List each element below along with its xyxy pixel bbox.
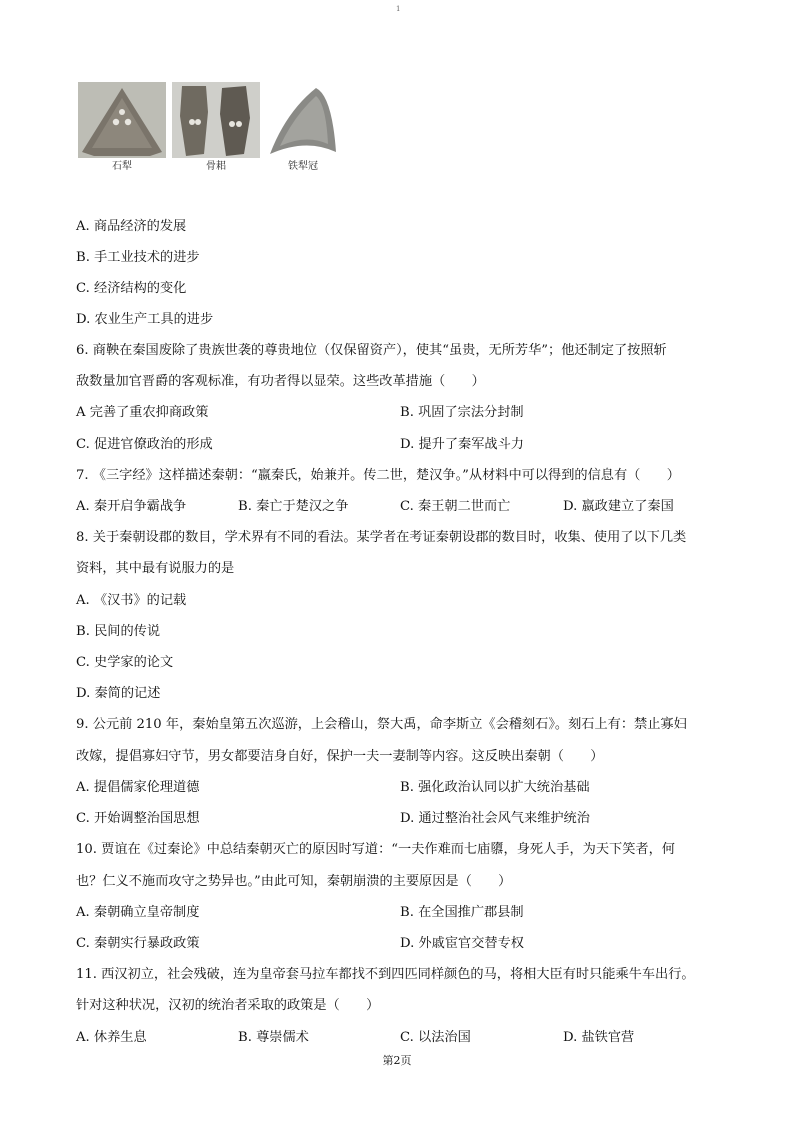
q9-option-b: B. 强化政治认同以扩大统治基础 bbox=[400, 780, 590, 795]
iron-ploughshare-caption: 铁犁冠 bbox=[288, 161, 318, 172]
q8-stem-line-2: 资料，其中最有说服力的是 bbox=[76, 561, 235, 576]
q7-stem: 7. 《三字经》这样描述秦朝：“嬴秦氏，始兼并。传二世，楚汉争。”从材料中可以得到的信息有（ ） bbox=[76, 468, 680, 483]
q10-stem-line-1: 10. 贾谊在《过秦论》中总结秦朝灭亡的原因时写道：“一夫作难而七庙隳，身死人手，为天下笑者，何 bbox=[76, 842, 675, 857]
q10-option-d: D. 外戚宦官交替专权 bbox=[400, 936, 524, 951]
stone-plough-image bbox=[78, 82, 166, 158]
q6-option-d: D. 提升了秦军战斗力 bbox=[400, 437, 524, 452]
q5-option-d: D. 农业生产工具的进步 bbox=[76, 312, 214, 327]
q7-option-c: C. 秦王朝二世而亡 bbox=[400, 499, 511, 514]
q7-option-b: B. 秦亡于楚汉之争 bbox=[238, 499, 349, 514]
q9-stem-line-2: 改嫁，提倡寡妇守节，男女都要洁身自好，保护一夫一妻制等内容。这反映出秦朝（ ） bbox=[76, 749, 604, 764]
q8-option-c: C. 史学家的论文 bbox=[76, 655, 174, 670]
bone-spade-figure bbox=[172, 82, 260, 172]
q10-stem-line-2: 也？仁义不施而攻守之势异也。”由此可知，秦朝崩溃的主要原因是（ ） bbox=[76, 874, 512, 889]
artifact-figures bbox=[78, 82, 340, 178]
q6-option-c: C. 促进官僚政治的形成 bbox=[76, 437, 213, 452]
q9-stem-line-1: 9. 公元前 210 年，秦始皇第五次巡游，上会稽山，祭大禹，命李斯立《会稽刻石》。刻石上有：禁止寡妇 bbox=[76, 717, 687, 732]
q11-stem-line-2: 针对这种状况，汉初的统治者采取的政策是（ ） bbox=[76, 998, 380, 1013]
q8-option-b: B. 民间的传说 bbox=[76, 624, 161, 639]
bone-spade-caption: 骨耜 bbox=[206, 161, 226, 172]
iron-ploughshare-image bbox=[266, 82, 340, 158]
iron-ploughshare-figure bbox=[266, 82, 340, 172]
q10-option-c: C. 秦朝实行暴政政策 bbox=[76, 936, 200, 951]
q11-option-c: C. 以法治国 bbox=[400, 1030, 471, 1045]
q10-option-b: B. 在全国推广郡县制 bbox=[400, 905, 524, 920]
q5-option-c: C. 经济结构的变化 bbox=[76, 281, 187, 296]
bone-spade-image bbox=[172, 82, 260, 158]
q6-stem-line-2: 敌数量加官晋爵的客观标准，有功者得以显荣。这些改革措施（ ） bbox=[76, 374, 485, 389]
q10-option-a: A. 秦朝确立皇帝制度 bbox=[76, 905, 200, 920]
q6-option-a: A 完善了重农抑商政策 bbox=[76, 405, 209, 420]
q5-option-b: B. 手工业技术的进步 bbox=[76, 250, 200, 265]
q8-option-d: D. 秦简的记述 bbox=[76, 686, 161, 701]
q11-stem-line-1: 11. 西汉初立，社会残破，连为皇帝套马拉车都找不到四匹同样颜色的马，将相大臣有时只能乘牛车出行。 bbox=[76, 967, 695, 982]
q7-option-d: D. 嬴政建立了秦国 bbox=[563, 499, 674, 514]
page-number: 第2页 bbox=[382, 1054, 412, 1067]
q11-option-b: B. 尊崇儒术 bbox=[238, 1030, 309, 1045]
q11-option-a: A. 休养生息 bbox=[76, 1030, 147, 1045]
q9-option-a: A. 提倡儒家伦理道德 bbox=[76, 780, 200, 795]
q9-option-d: D. 通过整治社会风气来维护统治 bbox=[400, 811, 590, 826]
stone-plough-figure bbox=[78, 82, 166, 172]
q8-option-a: A. 《汉书》的记载 bbox=[76, 593, 187, 608]
q9-option-c: C. 开始调整治国思想 bbox=[76, 811, 200, 826]
q8-stem-line-1: 8. 关于秦朝设郡的数目，学术界有不同的看法。某学者在考证秦朝设郡的数目时，收集、使用了以下几类 bbox=[76, 530, 687, 545]
q6-stem-line-1: 6. 商鞅在秦国废除了贵族世袭的尊贵地位（仅保留资产），使其“虽贵，无所芳华”；他还制定了按照斩 bbox=[76, 343, 667, 358]
q5-option-a: A. 商品经济的发展 bbox=[76, 219, 187, 234]
q6-option-b: B. 巩固了宗法分封制 bbox=[400, 405, 524, 420]
stone-plough-caption: 石犁 bbox=[112, 161, 132, 172]
q11-option-d: D. 盐铁官营 bbox=[563, 1030, 635, 1045]
q7-option-a: A. 秦开启争霸战争 bbox=[76, 499, 187, 514]
page-top-mark: 1 bbox=[396, 5, 401, 13]
